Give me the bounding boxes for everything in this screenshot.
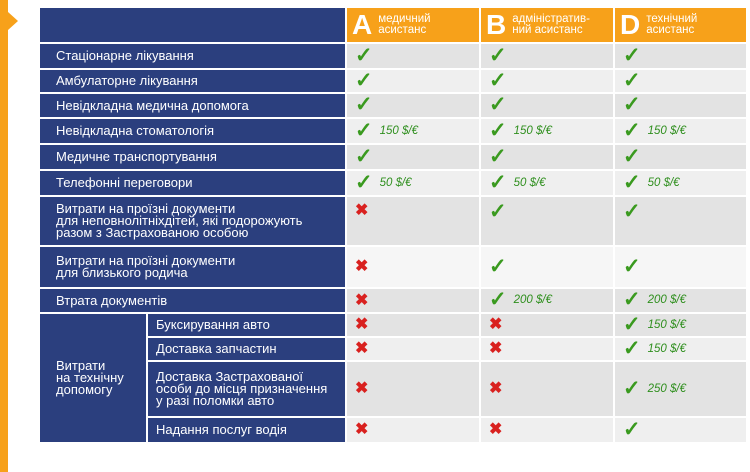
check-icon: ✓ <box>489 200 507 223</box>
row-label: Стаціонарне лікування <box>40 44 347 70</box>
row-label: Витрати на проїзні документи для неповнолітніхдітей, які подорожують разом з Застрахованою особою <box>40 197 347 247</box>
check-icon: ✓ <box>355 68 373 92</box>
price-limit: 150 $/€ <box>379 124 418 137</box>
table-cell <box>347 171 481 197</box>
cell-value <box>623 68 641 92</box>
check-icon: ✓ <box>623 312 641 336</box>
table-row <box>40 94 748 119</box>
check-icon: ✓ <box>623 170 641 194</box>
cell-value <box>623 290 686 310</box>
table-cell <box>615 247 748 289</box>
check-icon: ✓ <box>355 93 373 116</box>
table-cell <box>481 289 615 314</box>
row-label: Телефонні переговори <box>40 171 347 197</box>
row-label: Невідкладна стоматологія <box>40 119 347 145</box>
cell-value <box>355 293 368 309</box>
table-row <box>40 289 748 314</box>
check-icon: ✓ <box>623 254 641 278</box>
assistance-comparison-table <box>40 8 748 444</box>
column-header-b <box>481 8 615 44</box>
table-cell <box>347 70 481 94</box>
table-cell <box>481 94 615 119</box>
cell-value <box>489 422 502 438</box>
cross-icon: ✖ <box>489 316 503 333</box>
cell-value <box>489 43 507 67</box>
table-cell <box>347 94 481 119</box>
cell-value <box>489 202 507 222</box>
table-cell <box>481 338 615 362</box>
left-accent-arrow <box>8 12 18 30</box>
table-cell <box>615 44 748 70</box>
table-cell <box>615 289 748 314</box>
table-cell <box>347 44 481 70</box>
cell-value <box>623 417 641 441</box>
column-name: медичний асистанс <box>378 13 431 36</box>
table-cell <box>615 418 748 444</box>
sub-row-label: Буксирування авто <box>148 314 347 338</box>
table-cell <box>615 119 748 145</box>
cross-icon: ✖ <box>489 380 503 397</box>
sub-row-label: Доставка Застрахованої особи до місця призначення у разі поломки авто <box>148 362 347 418</box>
check-icon: ✓ <box>489 68 507 92</box>
cell-value <box>623 144 641 168</box>
table-cell <box>615 362 748 418</box>
column-header-a <box>347 8 481 44</box>
table-cell <box>347 119 481 145</box>
table-cell <box>481 171 615 197</box>
table-row <box>40 70 748 94</box>
column-letter: A <box>352 9 373 40</box>
left-accent-bar <box>0 0 8 472</box>
cell-value <box>489 381 502 397</box>
group-label: Витрати на технічну допомогу <box>40 314 148 444</box>
row-label: Невідкладна медична допомога <box>40 94 347 119</box>
table-cell <box>615 314 748 338</box>
column-letter: D <box>620 9 641 40</box>
table-cell <box>347 418 481 444</box>
cell-value <box>489 290 552 310</box>
table-row <box>40 197 748 247</box>
cross-icon: ✖ <box>355 340 369 357</box>
price-limit: 150 $/€ <box>647 318 686 331</box>
cross-icon: ✖ <box>355 380 369 397</box>
cell-value <box>623 254 641 278</box>
table-cell <box>481 44 615 70</box>
column-header-d <box>615 8 748 44</box>
cell-value <box>355 422 368 438</box>
check-icon: ✓ <box>489 93 507 116</box>
table-row <box>40 314 748 338</box>
cell-value <box>489 68 507 92</box>
cell-value <box>623 376 686 400</box>
table-cell <box>347 338 481 362</box>
check-icon: ✓ <box>489 254 507 278</box>
check-icon: ✓ <box>355 43 373 67</box>
table-cell <box>481 70 615 94</box>
table-cell <box>481 197 615 247</box>
check-icon: ✓ <box>489 288 507 311</box>
cell-value <box>355 144 373 168</box>
table-row <box>40 247 748 289</box>
cell-value <box>623 118 686 142</box>
cross-icon: ✖ <box>355 291 369 309</box>
price-limit: 50 $/€ <box>647 176 680 189</box>
cell-value <box>489 317 502 333</box>
cross-icon: ✖ <box>355 258 369 275</box>
table-cell <box>615 70 748 94</box>
table-cell <box>347 197 481 247</box>
check-icon: ✓ <box>623 288 641 311</box>
table-cell <box>347 145 481 171</box>
cell-value <box>355 381 368 397</box>
check-icon: ✓ <box>623 144 641 168</box>
row-label: Медичне транспортування <box>40 145 347 171</box>
row-label: Втрата документів <box>40 289 347 314</box>
sub-row-label: Надання послуг водія <box>148 418 347 444</box>
table-cell <box>347 314 481 338</box>
table-row <box>40 44 748 70</box>
row-label: Витрати на проїзні документи для близького родича <box>40 247 347 289</box>
check-icon: ✓ <box>355 170 373 194</box>
column-name: адміністратив- ний асистанс <box>512 13 590 36</box>
price-limit: 200 $/€ <box>513 294 552 306</box>
cell-value <box>489 118 552 142</box>
cell-value <box>355 341 368 357</box>
check-icon: ✓ <box>623 43 641 67</box>
cell-value <box>623 336 686 360</box>
check-icon: ✓ <box>489 118 507 142</box>
price-limit: 150 $/€ <box>647 342 686 355</box>
row-label: Амбулаторне лікування <box>40 70 347 94</box>
cell-value <box>623 170 680 194</box>
table-cell <box>481 119 615 145</box>
check-icon: ✓ <box>623 376 641 400</box>
table-cell <box>615 338 748 362</box>
header-blank-cell <box>40 8 347 44</box>
cell-value <box>355 259 368 275</box>
cross-icon: ✖ <box>489 421 503 438</box>
cross-icon: ✖ <box>489 340 503 357</box>
cross-icon: ✖ <box>355 202 369 219</box>
cell-value <box>623 43 641 67</box>
table-cell <box>481 247 615 289</box>
cell-value <box>489 254 507 278</box>
table-cell <box>481 362 615 418</box>
cell-value <box>355 118 418 142</box>
check-icon: ✓ <box>623 93 641 116</box>
column-name: технічний асистанс <box>646 13 698 36</box>
cell-value <box>623 202 641 222</box>
price-limit: 250 $/€ <box>647 382 686 395</box>
check-icon: ✓ <box>489 43 507 67</box>
cell-value <box>355 43 373 67</box>
check-icon: ✓ <box>623 68 641 92</box>
cell-value <box>355 317 368 333</box>
cross-icon: ✖ <box>355 421 369 438</box>
check-icon: ✓ <box>355 144 373 168</box>
cell-value <box>489 341 502 357</box>
cell-value <box>623 95 641 115</box>
table-row <box>40 145 748 171</box>
table-cell <box>615 171 748 197</box>
table-row <box>40 119 748 145</box>
check-icon: ✓ <box>623 336 641 360</box>
check-icon: ✓ <box>489 144 507 168</box>
price-limit: 50 $/€ <box>379 176 412 189</box>
cell-value <box>355 68 373 92</box>
cell-value <box>355 203 368 219</box>
table-cell <box>347 289 481 314</box>
check-icon: ✓ <box>623 200 641 223</box>
sub-row-label: Доставка запчастин <box>148 338 347 362</box>
table-cell <box>481 418 615 444</box>
cell-value <box>489 95 507 115</box>
cell-value <box>489 144 507 168</box>
table-cell <box>481 145 615 171</box>
table-cell <box>347 247 481 289</box>
table-row <box>40 171 748 197</box>
header-row <box>40 8 748 44</box>
price-limit: 150 $/€ <box>647 124 686 137</box>
price-limit: 50 $/€ <box>513 176 546 189</box>
check-icon: ✓ <box>623 417 641 441</box>
price-limit: 150 $/€ <box>513 124 552 137</box>
check-icon: ✓ <box>623 118 641 142</box>
cross-icon: ✖ <box>355 316 369 333</box>
table-cell <box>615 145 748 171</box>
table-cell <box>615 197 748 247</box>
table-cell <box>481 314 615 338</box>
column-letter: B <box>486 9 507 40</box>
cell-value <box>489 170 546 194</box>
cell-value <box>355 95 373 115</box>
cell-value <box>355 170 412 194</box>
cell-value <box>623 312 686 336</box>
price-limit: 200 $/€ <box>647 294 686 306</box>
check-icon: ✓ <box>489 170 507 194</box>
table-cell <box>615 94 748 119</box>
check-icon: ✓ <box>355 118 373 142</box>
table-cell <box>347 362 481 418</box>
